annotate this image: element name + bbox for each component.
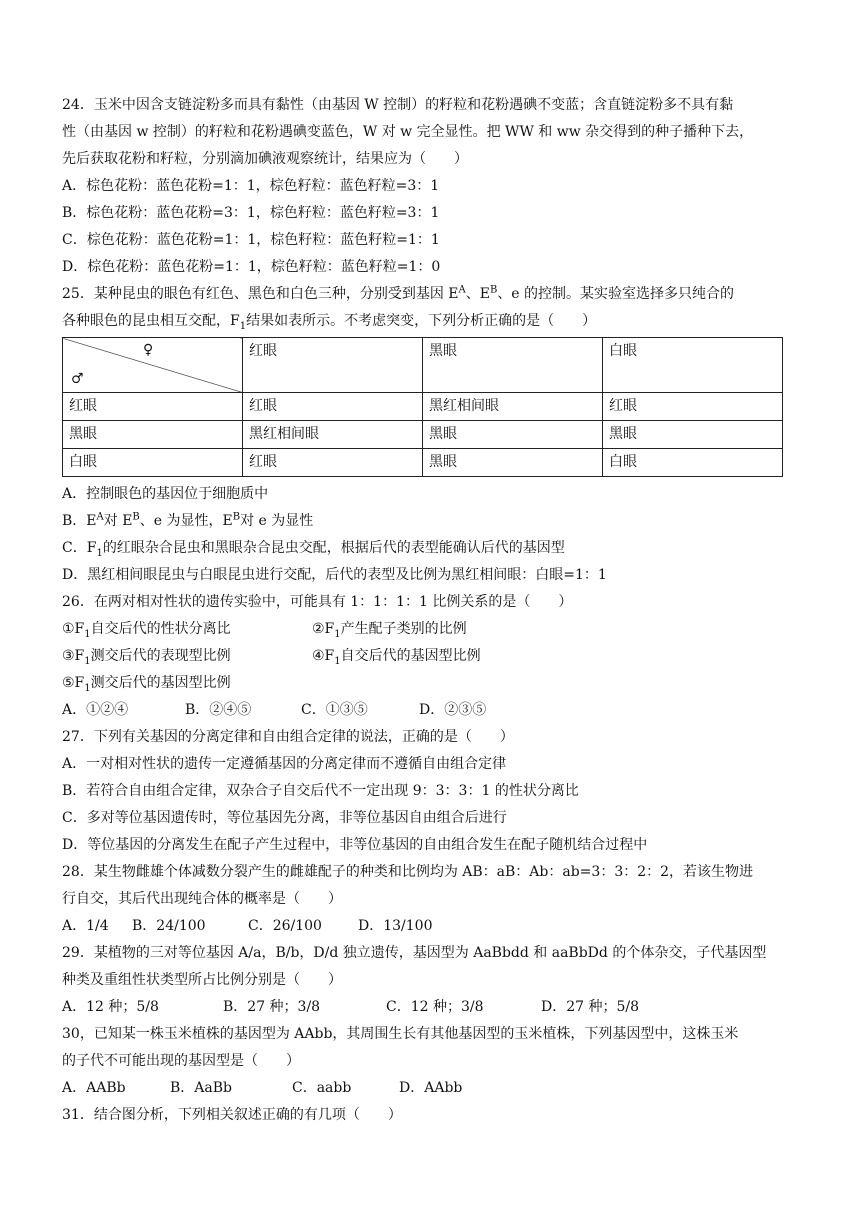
option-row [62, 697, 792, 724]
option-c [62, 535, 792, 562]
option-a: A．一对相对性状的遗传一定遵循基因的分离定律而不遵循自由组合定律 [62, 756, 507, 772]
option-c: C．棕色花粉：蓝色花粉=1：1，棕色籽粒：蓝色籽粒=1：1 [62, 232, 440, 248]
column-header: 红眼 [243, 338, 423, 393]
question-stem-line: 的子代不可能出现的基因型是（ ） [62, 1053, 300, 1069]
question-stem-line: 行自交，其后代出现纯合体的概率是（ ） [62, 891, 342, 907]
question-31 [62, 1102, 792, 1129]
option-c: C．①③⑤ [301, 702, 368, 718]
statement-3: $③F_1$测交后代的表现型比例 [62, 648, 231, 667]
statement-row [62, 643, 792, 670]
subscript: 1 [239, 320, 247, 332]
question-stem-line: 种类及重组性状类型所占比例分别是（ ） [62, 972, 342, 988]
option-a: A．12 种；5/8 [62, 999, 159, 1015]
superscript: A [96, 511, 104, 523]
option-text: 对 e 为显性 [240, 513, 314, 529]
option-d: D．②③⑤ [419, 702, 487, 718]
option-d: D．黑红相间眼昆虫与白眼昆虫进行交配，后代的表型及比例为黑红相间眼：白眼=1：1 [62, 567, 607, 583]
table-cell: 黑红相间眼 [423, 393, 603, 421]
option-a: A．①②④ [62, 702, 129, 718]
option-a: A．AABb [62, 1080, 126, 1096]
option-row [62, 994, 792, 1021]
option-c: C．多对等位基因遗传时，等位基因先分离，非等位基因自由组合后进行 [62, 810, 507, 826]
superscript: B [489, 284, 498, 296]
column-header: 白眼 [603, 338, 783, 393]
question-stem-line [62, 308, 792, 335]
question-stem-line: 26．在两对相对性状的遗传实验中，可能具有 1：1：1：1 比例关系的是（ ） [62, 594, 573, 610]
option-text: 的红眼杂合昆虫和黑眼杂合昆虫交配，根据后代的表型能确认后代的基因型 [102, 540, 565, 556]
table-cell: 红眼 [243, 393, 423, 421]
option-b [62, 508, 792, 535]
question-25 [62, 281, 792, 589]
row-header: 黑眼 [63, 421, 243, 449]
question-stem-line: 27．下列有关基因的分离定律和自由组合定律的说法，正确的是（ ） [62, 729, 514, 745]
question-27 [62, 724, 792, 859]
statement-4: $④F_1$自交后代的基因型比例 [312, 648, 481, 667]
option-c: C．aabb [292, 1080, 352, 1096]
female-symbol: ♀ [143, 342, 154, 358]
option-a: A．棕色花粉：蓝色花粉=1：1，棕色籽粒：蓝色籽粒=3：1 [62, 178, 440, 194]
option-row [62, 1075, 792, 1102]
superscript: B [232, 511, 241, 523]
option-d: D．等位基因的分离发生在配子产生过程中，非等位基因的自由组合发生在配子随机结合过程中 [62, 837, 648, 853]
option-b: B．24/100 [132, 918, 206, 934]
option-d: D．棕色花粉：蓝色花粉=1：1，棕色籽粒：蓝色籽粒=1：0 [62, 259, 441, 275]
question-stem-line: 30，已知某一株玉米植株的基因型为 AAbb，其周围生长有其他基因型的玉米植株，下列基因型中，这株玉米 [62, 1026, 739, 1042]
stem-text: 、E [465, 286, 490, 302]
option-row [62, 913, 792, 940]
question-24 [62, 92, 792, 281]
table-row [63, 449, 783, 477]
question-stem-line [62, 281, 792, 308]
stem-text: 25．某种昆虫的眼色有红色、黑色和白色三种，分别受到基因 E [62, 286, 459, 302]
table-cell: 黑眼 [423, 421, 603, 449]
option-b: B．若符合自由组合定律，双杂合子自交后代不一定出现 9：3：3：1 的性状分离比 [62, 783, 579, 799]
question-30 [62, 1021, 792, 1102]
table-header-row [63, 338, 783, 393]
question-stem-line: 28．某生物雌雄个体减数分裂产生的雌雄配子的种类和比例均为 AB：aB：Ab：ab=3：3：2：2，若该生物进 [62, 864, 754, 880]
option-b: B．AaBb [170, 1080, 232, 1096]
statement-row [62, 670, 792, 697]
table-cell: 黑红相间眼 [243, 421, 423, 449]
table-cell: 红眼 [243, 449, 423, 477]
table-cell: 黑眼 [603, 421, 783, 449]
question-stem-line: 性（由基因 w 控制）的籽粒和花粉遇碘变蓝色，W 对 w 完全显性。把 WW 和 ww 杂交得到的种子播种下去， [62, 124, 754, 140]
question-28 [62, 859, 792, 940]
superscript: B [132, 511, 140, 523]
row-header: 红眼 [63, 393, 243, 421]
table-cell: 红眼 [603, 393, 783, 421]
table-row [63, 393, 783, 421]
option-d: D．27 种；5/8 [541, 999, 640, 1015]
option-a: A．1/4 [62, 918, 109, 934]
stem-text: 结果如表所示。不考虑突变，下列分析正确的是（ ） [246, 313, 597, 329]
option-b: B．②④⑤ [185, 702, 252, 718]
table-row [63, 421, 783, 449]
option-b: B．棕色花粉：蓝色花粉=3：1，棕色籽粒：蓝色籽粒=3：1 [62, 205, 440, 221]
question-stem-line: 29．某植物的三对等位基因 A/a，B/b，D/d 独立遗传，基因型为 AaBbdd 和 aaBbDd 的个体杂交，子代基因型 [62, 945, 767, 961]
cross-result-table [62, 337, 783, 477]
question-stem-line: 31．结合图分析，下列相关叙述正确的有几项（ ） [62, 1107, 402, 1123]
stem-text: 、e 的控制。某实验室选择多只纯合的 [497, 286, 735, 302]
question-stem-line: 24．玉米中因含支链淀粉多而具有黏性（由基因 W 控制）的籽粒和花粉遇碘不变蓝；含直链淀粉多不具有黏 [62, 97, 734, 113]
option-d: D．13/100 [358, 918, 433, 934]
row-header: 白眼 [63, 449, 243, 477]
diagonal-header-cell [63, 338, 243, 393]
statement-1: $①F_1$自交后代的性状分离比 [62, 621, 231, 640]
statement-row [62, 616, 792, 643]
table-cell: 白眼 [603, 449, 783, 477]
option-c: C．12 种；3/8 [386, 999, 484, 1015]
option-text: 、e 为显性，E [139, 513, 233, 529]
option-text: B．E [62, 513, 97, 529]
option-a: A．控制眼色的基因位于细胞质中 [62, 486, 269, 502]
option-text: C．F [62, 540, 97, 556]
exam-page [62, 92, 792, 1129]
question-stem-line: 先后获取花粉和籽粒，分别滴加碘液观察统计，结果应为（ ） [62, 151, 468, 167]
option-text: 对 E [103, 513, 133, 529]
table-cell: 黑眼 [423, 449, 603, 477]
statement-2: $②F_1$产生配子类别的比例 [312, 621, 467, 640]
stem-text: 各种眼色的昆虫相互交配，F [62, 313, 240, 329]
question-29 [62, 940, 792, 1021]
option-d: D．AAbb [399, 1080, 463, 1096]
subscript: 1 [96, 547, 103, 559]
male-symbol: ♂ [71, 371, 84, 387]
option-b: B．27 种；3/8 [223, 999, 321, 1015]
question-26 [62, 589, 792, 724]
column-header: 黑眼 [423, 338, 603, 393]
option-c: C．26/100 [248, 918, 322, 934]
statement-5: $⑤F_1$测交后代的基因型比例 [62, 675, 231, 694]
superscript: A [458, 284, 466, 296]
